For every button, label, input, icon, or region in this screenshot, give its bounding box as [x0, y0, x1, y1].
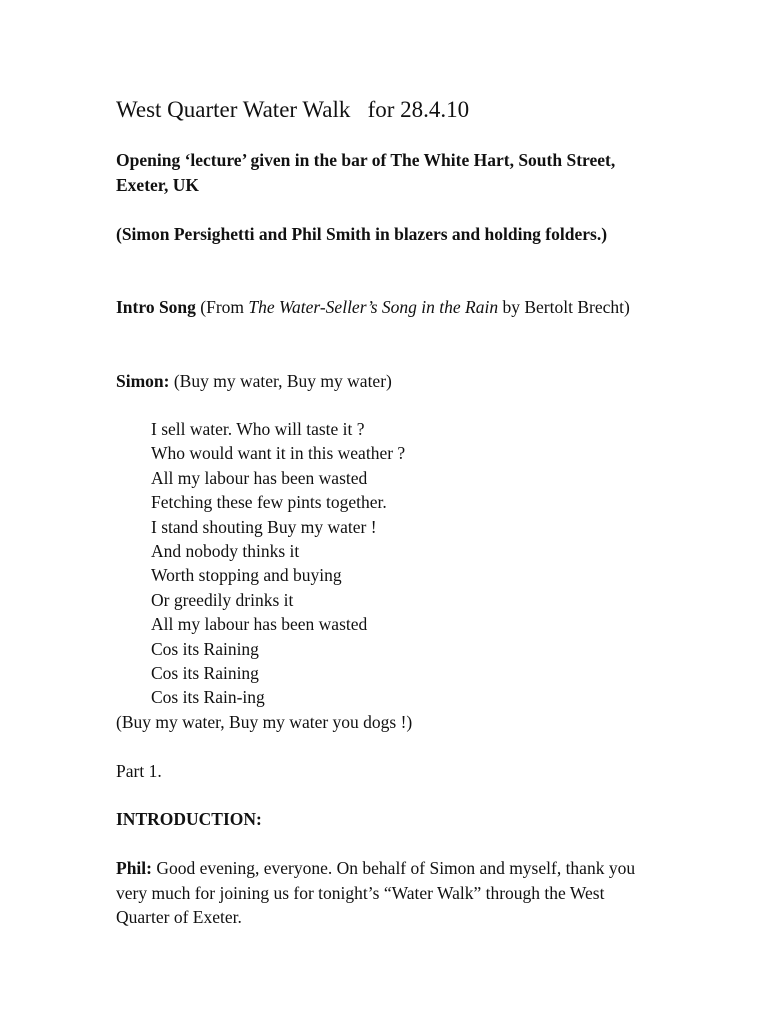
closing-line: (Buy my water, Buy my water you dogs !)	[116, 712, 413, 732]
intro-song-paragraph	[116, 295, 636, 320]
verse-line: Worth stopping and buying	[151, 565, 342, 586]
intro-song-text-after: by Bertolt Brecht)	[498, 297, 630, 317]
verse-line: Who would want it in this weather ?	[151, 443, 406, 464]
intro-song-label: Intro Song	[116, 297, 196, 317]
verse-line: Cos its Raining	[151, 638, 259, 659]
simon-line	[116, 369, 636, 394]
phil-speaker: Phil:	[116, 858, 152, 878]
intro-song-text-before: (From	[195, 297, 249, 317]
phil-line	[116, 856, 636, 930]
stage-direction: (Simon Persighetti and Phil Smith in blazers and holding folders.)	[116, 224, 608, 244]
verse-line: All my labour has been wasted	[151, 467, 368, 488]
simon-speaker: Simon:	[116, 371, 170, 391]
verse-line: Or greedily drinks it	[151, 589, 294, 610]
simon-text: (Buy my water, Buy my water)	[169, 371, 392, 391]
verse-line: I sell water. Who will taste it ?	[151, 419, 365, 439]
section-heading: INTRODUCTION:	[116, 809, 262, 829]
document-title: West Quarter Water Walk for 28.4.10	[116, 97, 470, 122]
opening-heading: Opening ‘lecture’ given in the bar of The White Hart, South Street, Exeter, UK	[116, 150, 616, 195]
verse-line: Cos its Rain-ing	[151, 687, 265, 708]
verse-line: Fetching these few pints together.	[151, 492, 387, 513]
phil-text: Good evening, everyone. On behalf of Simon and myself, thank you very much for joining us for tonight’s “Water Walk” through the West Quarter of Exeter.	[116, 858, 636, 927]
song-verse	[151, 417, 405, 710]
verse-line: All my labour has been wasted	[151, 614, 368, 635]
verse-line: Cos its Raining	[151, 663, 259, 684]
part-heading: Part 1.	[116, 761, 162, 781]
verse-line: And nobody thinks it	[151, 541, 300, 562]
verse-line: I stand shouting Buy my water !	[151, 516, 377, 537]
intro-song-work-title: The Water-Seller’s Song in the Rain	[248, 297, 499, 317]
